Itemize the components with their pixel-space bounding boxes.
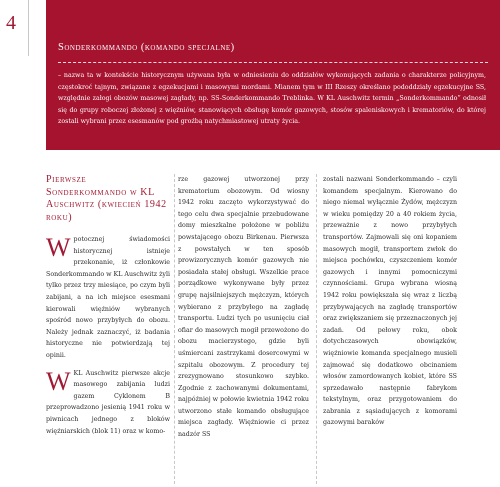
column-separator-2	[316, 174, 317, 484]
drop-cap-2: W	[46, 366, 71, 396]
paragraph-2-text: KL Auschwitz pierwsze akcje masowego zabijania ludzi gazem Cyklonem B przeprowadzono jesienią 1941 roku w piwnicach jednego z bloków więźniarskich (blok 11) oraz w komo-	[46, 369, 170, 435]
box-body	[58, 70, 486, 128]
drop-cap-1: W	[46, 233, 71, 262]
column-separator-1	[174, 174, 175, 484]
box-paragraph: – nazwa ta w kontekście historycznym używana była w odniesieniu do oddziałów wykonujących zadania o charakterze policyjnym, częstokroć tajnym, związane z egzekucjami i masowymi mordami. Mianem tym w III Rzeszy określano pododdziały egzekucyjne SS, względnie załogi obozów masowej zagłady, np. SS-Sonderkommando Treblinka. W KL Auschwitz termin „Sonderkommando” odnosił się do grupy roboczej złożonej z więźniów, stanowiących obsługę komór gazowych, stosów spaleniskowych i krematoriów, do której zostali wybrani przez esesmanów pod groźbą natychmiastowej utraty życia.	[58, 72, 486, 126]
definition-box	[46, 0, 500, 150]
paragraph-1	[46, 234, 170, 362]
paragraph-3: rze gazowej utworzonej przy krematorium obozowym. Od wiosny 1942 roku zaczęto wykorzystywać do tego celu dwa specjalnie przebudowane domy mieszkalne położone w pobliżu powstającego obozu Birkenau. Pierwsza z powstałych w ten sposób prowizorycznych komór gazowych nie posiadała stałej obsługi. Wszelkie prace porządkowe wykonywane były przez grupę najsilniejszych mężczyzn, których wybierano z przybyłego na zagładę transportu. Ludzi tych po usunięciu ciał ofiar do masowych mogił przewożono do obozu macierzystego, gdzie byli uśmiercani zastrzykami dosercowymi w szpitalu obozowym. Z procedury tej zrezygnowano stosunkowo szybko. Zgodnie z zachowanymi dokumentami, najpóźniej w połowie kwietnia 1942 roku utworzono stałe komando obsługujące miejsca zagłady. Więźniowie ci przez nadzór SS	[178, 176, 309, 439]
box-title: Sonderkommando (komando specjalne)	[58, 42, 235, 53]
column-1	[46, 174, 170, 443]
paragraph-1-text: potocznej świadomości historycznej istnieje przekonanie, iż członkowie Sonderkommando w KL Auschwitz żyli tylko przez trzy miesiące, po czym byli zabijani, a na ich miejsce esesmani kierowali więźniów wybranych spośród nowo przybyłych do obozu. Należy jednak zaznaczyć, iż badania historyczne nie potwierdzają tej opinii.	[46, 236, 170, 359]
paragraph-4: zostali nazwani Sonderkommando – czyli komandem specjalnym. Kierowano do niego niemal wyłącznie Żydów, mężczyzn w wieku pomiędzy 20 a 40 rokiem życia, przeważnie z nowo przybyłych transportów. Zajmowali się oni kopaniem masowych mogił, transportem zwłok do miejsca pochówku, czyszczeniem komór gazowych i innymi pomocniczymi czynnościami. Grupa wybrana wiosną 1942 roku powiększała się wraz z liczbą przybywających na zagładę transportów oraz zwiększaniem się przeznaczonych jej zadań. Od pełowy roku, obok dotychczasowych obowiązków, więźniowie komanda specjalnego musieli zajmować się dodatkowo obcinaniem włosów zamordowanych kobiet, które SS sprzedawało następnie fabrykom tekstylnym, oraz przygotowaniem do zabrania z sąsiadujących z komorami gazowymi baraków	[323, 176, 457, 427]
page-number: 4	[6, 12, 16, 34]
column-2	[178, 174, 309, 447]
column-3	[323, 174, 457, 435]
section-title: Pierwsze Sonderkommando w KL Auschwitz (kwiecień 1942 roku)	[46, 174, 167, 223]
margin-rule	[28, 0, 29, 56]
paragraph-2	[46, 368, 170, 438]
box-divider	[58, 62, 488, 63]
